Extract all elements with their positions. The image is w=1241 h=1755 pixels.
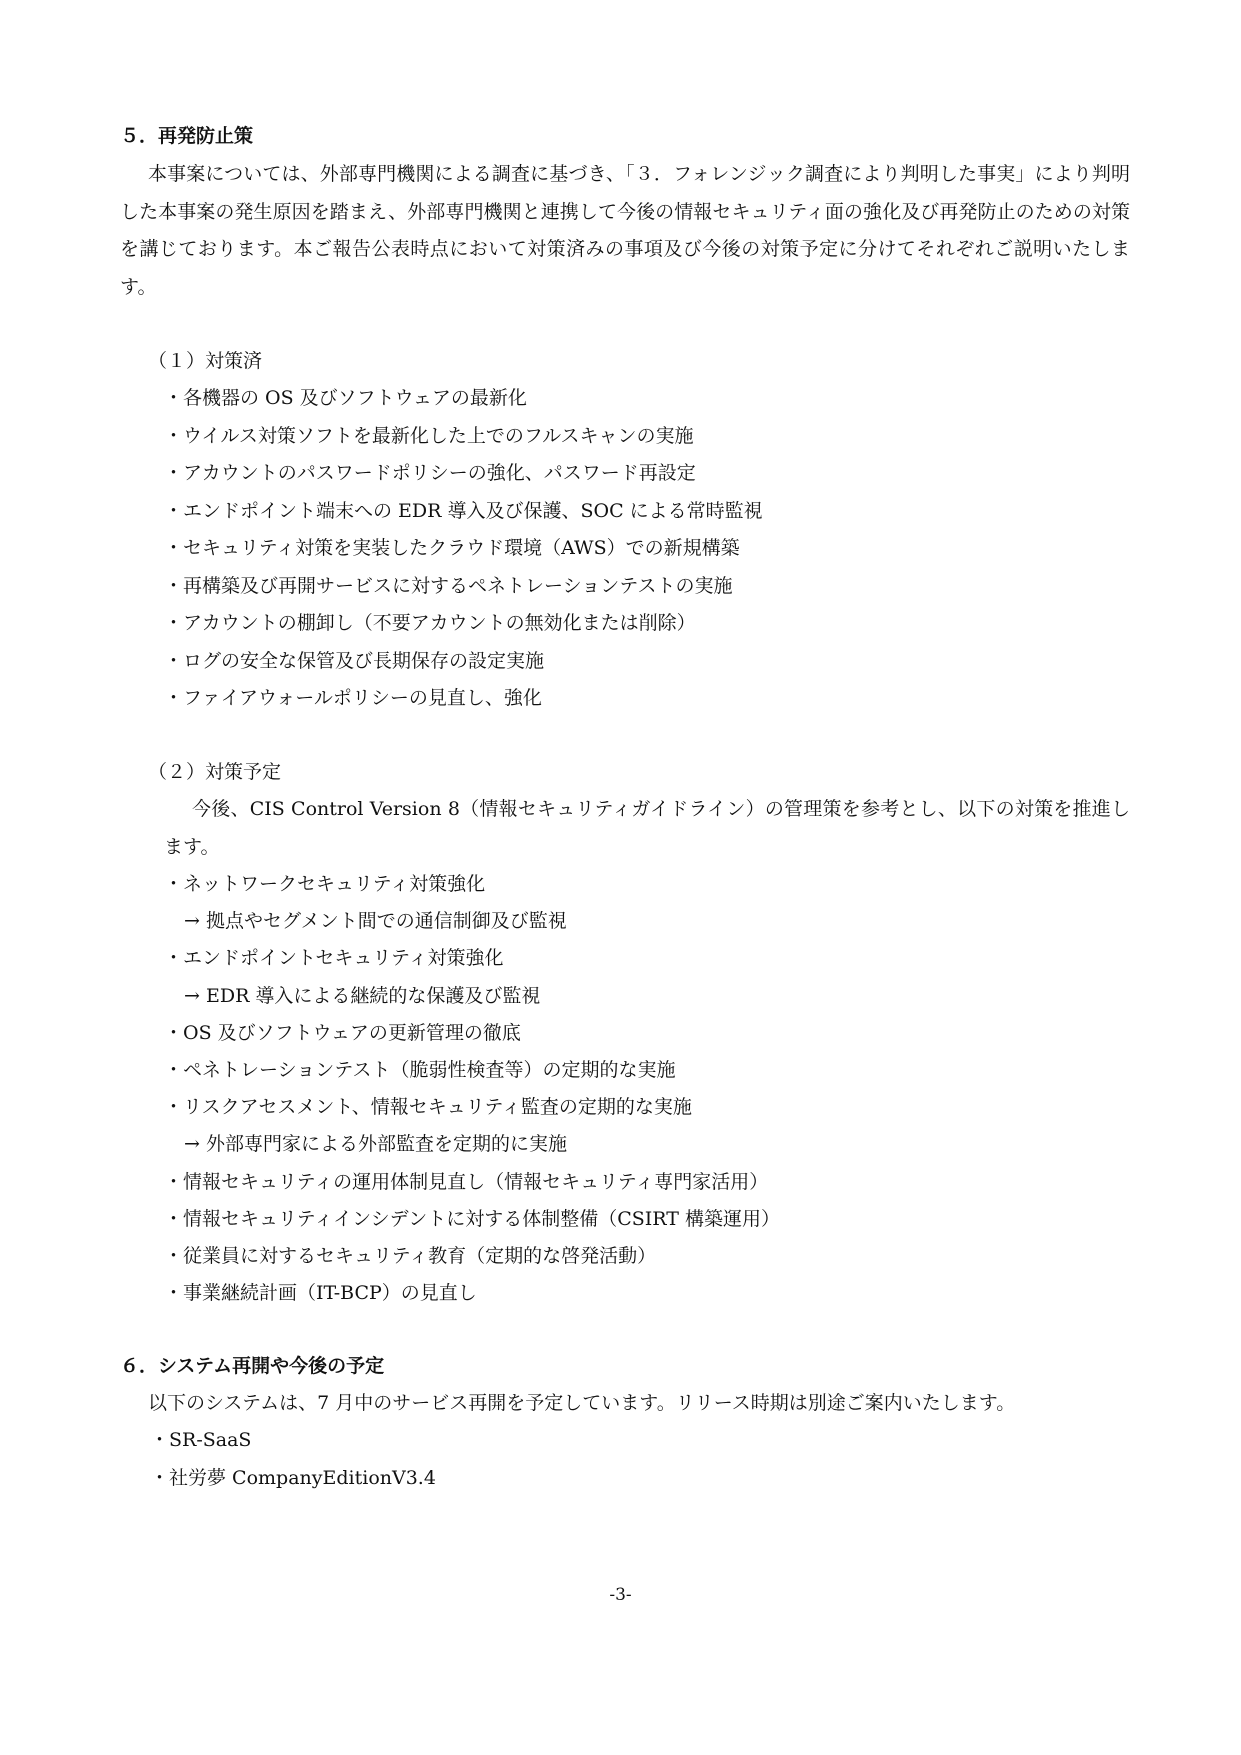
list-item-detail: → 拠点やセグメント間での通信制御及び監視 — [184, 910, 567, 933]
list-item: ・従業員に対するセキュリティ教育（定期的な啓発活動） — [164, 1244, 657, 1267]
list-item: ・事業継続計画（IT-BCP）の見直し — [164, 1282, 477, 1305]
list-item: ・SR-SaaS — [150, 1429, 252, 1451]
list-item: ・アカウントの棚卸し（不要アカウントの無効化または削除） — [164, 612, 696, 634]
list-item: ・再構築及び再開サービスに対するペネトレーションテストの実施 — [164, 574, 733, 597]
list-item: ・エンドポイント端末への EDR 導入及び保護、SOC による常時監視 — [164, 499, 763, 522]
list-item: ・セキュリティ対策を実装したクラウド環境（AWS）での新規構築 — [164, 537, 740, 559]
list-item: ・情報セキュリティの運用体制見直し（情報セキュリティ専門家活用） — [164, 1170, 769, 1193]
list-item-detail: → EDR 導入による継続的な保護及び監視 — [184, 984, 541, 1007]
page-number: -3- — [609, 1585, 632, 1605]
countermeasures-done-heading: （１）対策済 — [148, 350, 263, 372]
countermeasures-planned-heading: （２）対策予定 — [148, 761, 282, 783]
list-item: ・情報セキュリティインシデントに対する体制整備（CSIRT 構築運用） — [164, 1207, 780, 1230]
list-item: ・リスクアセスメント、情報セキュリティ監査の定期的な実施 — [164, 1096, 692, 1119]
list-item: ・ペネトレーションテスト（脆弱性検査等）の定期的な実施 — [164, 1058, 676, 1081]
section-6-paragraph: 以下のシステムは、7 月中のサービス再開を予定しています。リリース時期は別途ご案内いたします。 — [148, 1392, 1016, 1414]
section-5-paragraph: 本事案については、外部専門機関による調査に基づき、「３．フォレンジック調査により判明した事実」により判明した本事案の発生原因を踏まえ、外部専門機関と連携して今後の情報セキュリティ面の強化及び再発防止のための対策を講じております。本ご報告公表時点において対策済みの事項及び今後の対策予定に分けてそれぞれご説明いたします。 — [120, 163, 1130, 298]
countermeasures-done-list — [164, 380, 763, 718]
countermeasures-planned-list — [164, 866, 780, 1312]
list-item: ・各機器の OS 及びソフトウェアの最新化 — [164, 387, 527, 409]
list-item: ・ログの安全な保管及び長期保存の設定実施 — [164, 649, 545, 672]
list-item: ・ネットワークセキュリティ対策強化 — [164, 873, 486, 895]
list-item: ・ファイアウォールポリシーの見直し、強化 — [164, 687, 542, 709]
list-item: ・エンドポイントセキュリティ対策強化 — [164, 947, 504, 970]
section-5-heading: ５．再発防止策 — [120, 125, 254, 147]
countermeasures-planned-intro: 今後、CIS Control Version 8（情報セキュリティガイドライン）の管理策を参考とし、以下の対策を推進します。 — [164, 798, 1130, 858]
list-item: ・ウイルス対策ソフトを最新化した上でのフルスキャンの実施 — [164, 424, 694, 447]
list-item: ・アカウントのパスワードポリシーの強化、パスワード再設定 — [164, 462, 696, 484]
list-item: ・OS 及びソフトウェアの更新管理の徹底 — [164, 1021, 521, 1044]
systems-list — [150, 1422, 436, 1497]
list-item: ・社労夢 CompanyEditionV3.4 — [150, 1466, 436, 1489]
list-item-detail: → 外部専門家による外部監査を定期的に実施 — [184, 1133, 567, 1156]
section-6-heading: ６．システム再開や今後の予定 — [120, 1355, 385, 1377]
